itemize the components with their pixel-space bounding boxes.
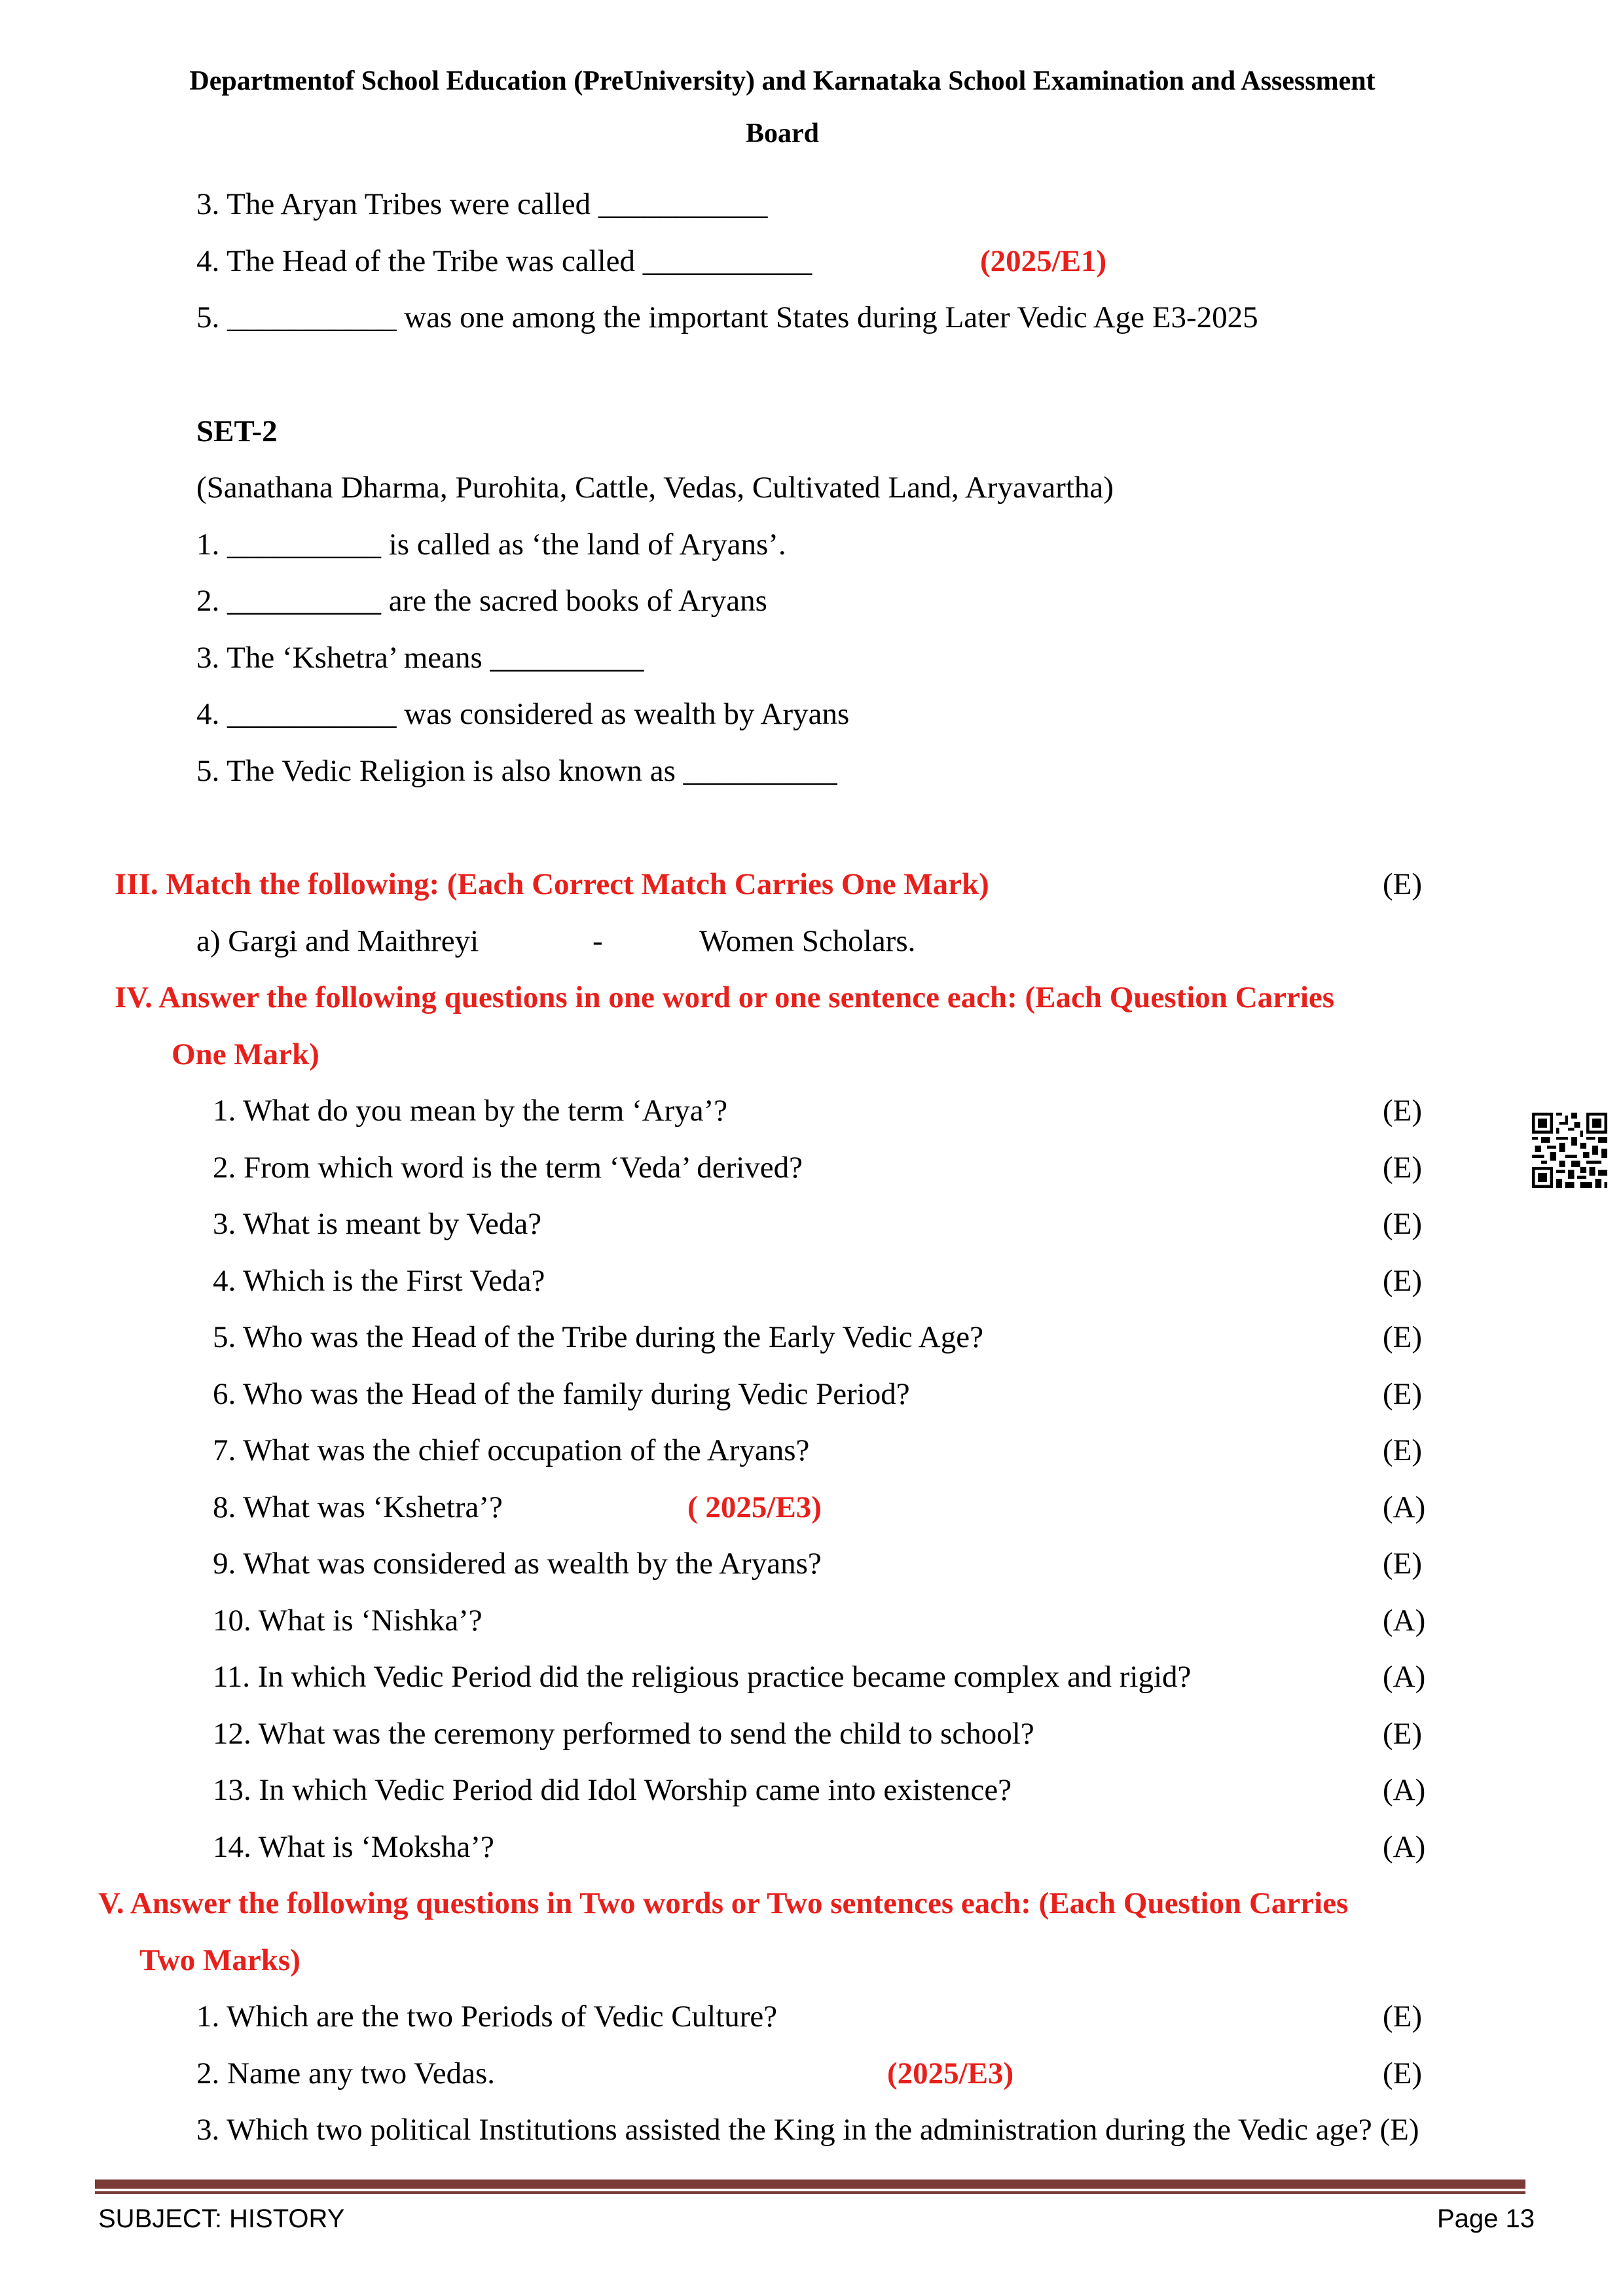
match-left: a) Gargi and Maithreyi	[196, 924, 479, 958]
section-4-title-cont: One Mark)	[172, 1037, 319, 1071]
section-4-title: IV. Answer the following questions in one word or one sentence each: (Each Question Carries	[115, 980, 1335, 1014]
q5-2: 2. Name any two Vedas.	[196, 2056, 495, 2090]
q4-7: 7. What was the chief occupation of the Aryans?	[213, 1433, 810, 1467]
section-3-title: III. Match the following: (Each Correct Match Carries One Mark)	[115, 867, 989, 901]
q4-9: 9. What was considered as wealth by the Aryans?	[213, 1547, 822, 1581]
q5-2-tag: (2025/E3)	[887, 2056, 1014, 2090]
set2-item-4: 4. ___________ was considered as wealth by Aryans	[196, 697, 850, 731]
q4-4: 4. Which is the First Veda?	[213, 1264, 545, 1298]
set2-title: SET-2	[196, 414, 278, 448]
match-right: Women Scholars.	[699, 924, 916, 958]
set1-item-5: 5. ___________ was one among the important States during Later Vedic Age E3-2025	[196, 300, 1258, 334]
q4-13: 13. In which Vedic Period did Idol Worship came into existence?	[213, 1773, 1012, 1807]
q4-10-code: (A)	[1383, 1604, 1426, 1638]
q4-13-code: (A)	[1383, 1773, 1426, 1807]
set2-item-5: 5. The Vedic Religion is also known as __________	[196, 754, 837, 788]
section-5-title: V. Answer the following questions in Two words or Two sentences each: (Each Question Carries	[98, 1886, 1349, 1920]
q4-4-code: (E)	[1383, 1264, 1423, 1298]
set2-item-3: 3. The ‘Kshetra’ means __________	[196, 641, 644, 675]
q4-3-code: (E)	[1383, 1207, 1423, 1241]
qr-code-icon	[1532, 1113, 1607, 1188]
q4-8: 8. What was ‘Kshetra’?	[213, 1490, 503, 1524]
q4-8-code: (A)	[1383, 1490, 1426, 1524]
q5-1: 1. Which are the two Periods of Vedic Culture?	[196, 2000, 778, 2034]
set2-item-2: 2. __________ are the sacred books of Aryans	[196, 584, 767, 618]
q5-3: 3. Which two political Institutions assisted the King in the administration during the Vedic age? (E)	[196, 2113, 1419, 2147]
set2-options: (Sanathana Dharma, Purohita, Cattle, Vedas, Cultivated Land, Aryavartha)	[196, 471, 1114, 505]
header-line-2: Board	[745, 118, 819, 149]
match-dash: -	[593, 924, 603, 958]
q4-6: 6. Who was the Head of the family during Vedic Period?	[213, 1377, 910, 1411]
q4-11-code: (A)	[1383, 1660, 1426, 1694]
header-line-1: Departmentof School Education (PreUniversity) and Karnataka School Examination and Assessment	[189, 66, 1376, 96]
q4-14: 14. What is ‘Moksha’?	[213, 1830, 494, 1864]
q4-12-code: (E)	[1383, 1717, 1423, 1751]
section-5-title-cont: Two Marks)	[139, 1943, 301, 1977]
q4-1-code: (E)	[1383, 1094, 1423, 1128]
footer-page-number: Page 13	[1437, 2204, 1535, 2233]
section-3-code: (E)	[1383, 867, 1423, 901]
q4-2-code: (E)	[1383, 1151, 1423, 1185]
q4-12: 12. What was the ceremony performed to send the child to school?	[213, 1717, 1034, 1751]
set2-item-1: 1. __________ is called as ‘the land of Aryans’.	[196, 528, 786, 562]
q4-5-code: (E)	[1383, 1320, 1423, 1354]
footer-rule-thin	[95, 2191, 1525, 2194]
q4-11: 11. In which Vedic Period did the religious practice became complex and rigid?	[213, 1660, 1192, 1694]
set1-item-4: 4. The Head of the Tribe was called ___________	[196, 244, 812, 278]
q4-10: 10. What is ‘Nishka’?	[213, 1604, 483, 1638]
q4-14-code: (A)	[1383, 1830, 1426, 1864]
footer-rule-thick	[95, 2179, 1525, 2189]
set1-item-3: 3. The Aryan Tribes were called ___________	[196, 187, 768, 221]
q4-6-code: (E)	[1383, 1377, 1423, 1411]
q4-3: 3. What is meant by Veda?	[213, 1207, 542, 1241]
exam-tag: (2025/E1)	[980, 244, 1107, 278]
q4-2: 2. From which word is the term ‘Veda’ derived?	[213, 1151, 803, 1185]
q4-9-code: (E)	[1383, 1547, 1423, 1581]
q5-2-code: (E)	[1383, 2056, 1423, 2090]
q4-5: 5. Who was the Head of the Tribe during the Early Vedic Age?	[213, 1320, 983, 1354]
q4-7-code: (E)	[1383, 1433, 1423, 1467]
footer-subject: SUBJECT: HISTORY	[98, 2204, 345, 2233]
q4-1: 1. What do you mean by the term ‘Arya’?	[213, 1094, 728, 1128]
q4-8-tag: ( 2025/E3)	[687, 1490, 822, 1524]
q5-1-code: (E)	[1383, 2000, 1423, 2034]
